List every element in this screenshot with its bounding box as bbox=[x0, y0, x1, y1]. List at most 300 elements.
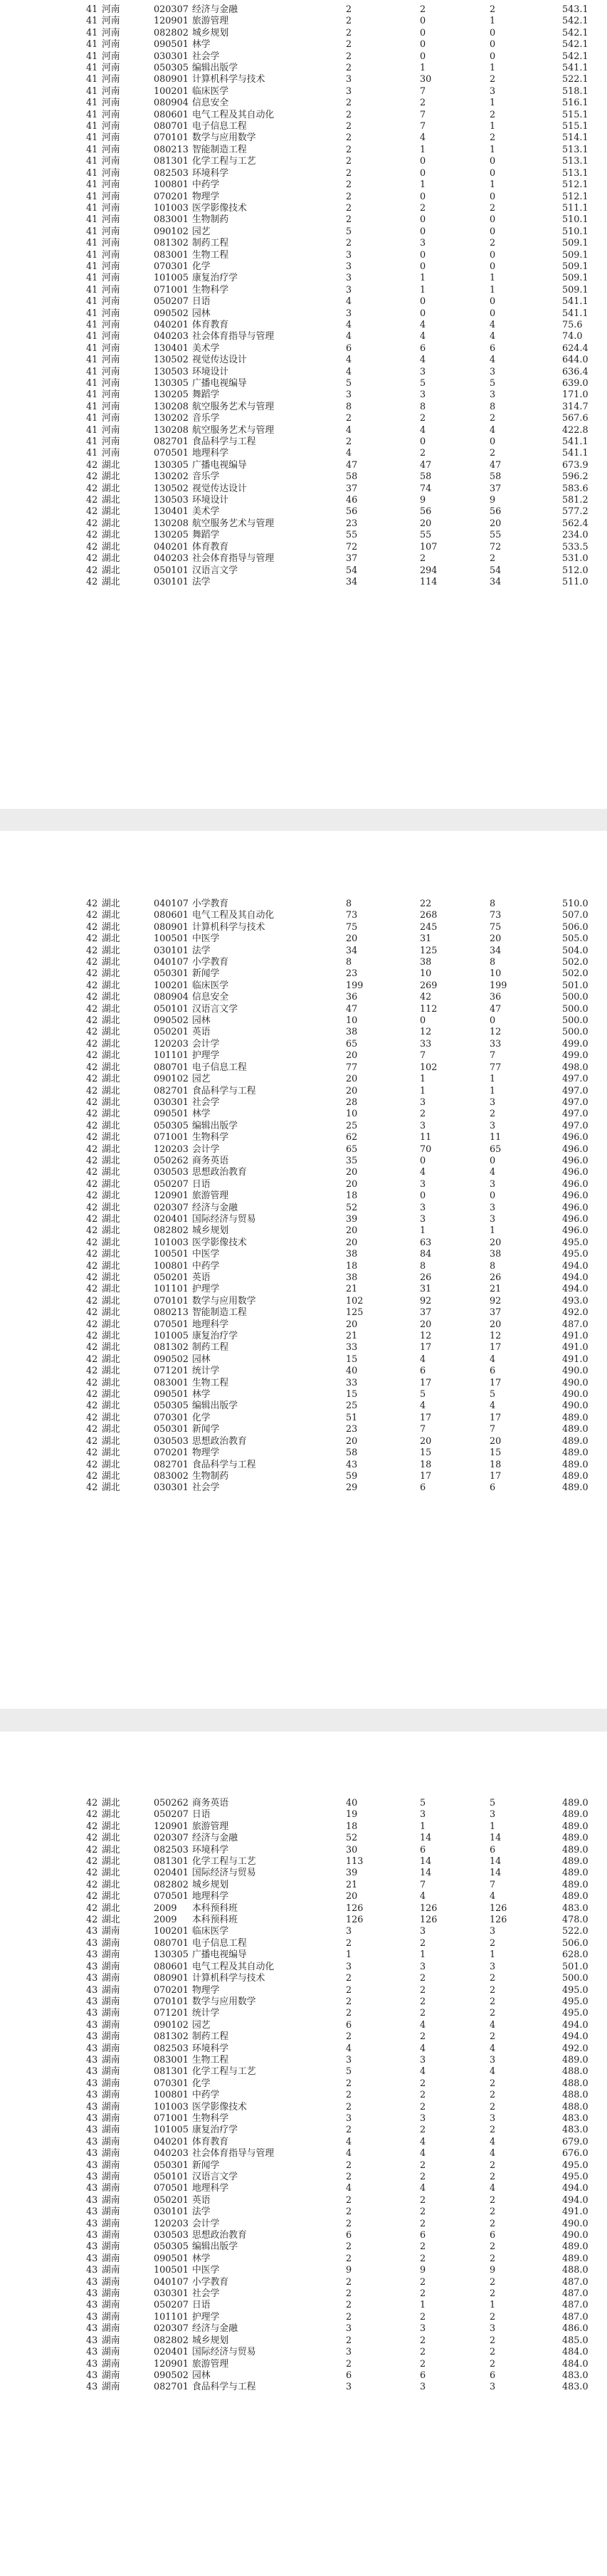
province-name-cell: 河南 bbox=[102, 355, 120, 366]
applicant-count-cell: 2 bbox=[420, 98, 426, 109]
admitted-count-cell: 1 bbox=[490, 144, 496, 155]
province-name-cell: 河南 bbox=[102, 109, 120, 120]
table-row bbox=[0, 331, 607, 342]
major-name-cell: 化学工程与工艺 bbox=[192, 2066, 256, 2078]
table-row bbox=[0, 957, 607, 968]
table-row bbox=[0, 1027, 607, 1038]
table-row bbox=[0, 1225, 607, 1237]
admitted-count-cell: 1 bbox=[490, 2300, 496, 2311]
province-name-cell: 湖北 bbox=[102, 957, 120, 968]
major-name-cell: 康复治疗学 bbox=[192, 1331, 238, 1342]
plan-count-cell: 38 bbox=[346, 1272, 358, 1283]
table-row bbox=[0, 1109, 607, 1120]
min-score-cell: 515.1 bbox=[562, 121, 588, 132]
admitted-count-cell: 4 bbox=[490, 319, 496, 330]
admitted-count-cell: 17 bbox=[490, 1377, 502, 1388]
province-code-cell: 42 bbox=[86, 541, 98, 553]
province-name-cell: 湖南 bbox=[102, 2159, 120, 2171]
major-code-cell: 080701 bbox=[154, 121, 189, 132]
plan-count-cell: 2 bbox=[346, 2206, 352, 2218]
plan-count-cell: 39 bbox=[346, 1213, 358, 1225]
admitted-count-cell: 5 bbox=[490, 1389, 496, 1400]
major-code-cell: 082701 bbox=[154, 436, 189, 448]
major-code-cell: 120203 bbox=[154, 1038, 189, 1049]
min-score-cell: 490.0 bbox=[562, 1366, 588, 1377]
min-score-cell: 483.0 bbox=[562, 2382, 588, 2393]
major-name-cell: 林学 bbox=[192, 1109, 211, 1120]
province-code-cell: 43 bbox=[86, 2031, 98, 2043]
major-code-cell: 090102 bbox=[154, 226, 189, 237]
plan-count-cell: 102 bbox=[346, 1295, 364, 1307]
min-score-cell: 509.1 bbox=[562, 261, 588, 272]
major-code-cell: 090502 bbox=[154, 308, 189, 319]
major-code-cell: 130208 bbox=[154, 424, 189, 436]
province-code-cell: 42 bbox=[86, 1389, 98, 1400]
major-code-cell: 071001 bbox=[154, 2112, 189, 2124]
major-name-cell: 数学与应用数学 bbox=[192, 132, 256, 144]
major-code-cell: 020307 bbox=[154, 2323, 189, 2335]
major-code-cell: 071201 bbox=[154, 1366, 189, 1377]
major-code-cell: 080904 bbox=[154, 98, 189, 109]
province-code-cell: 41 bbox=[86, 156, 98, 167]
applicant-count-cell: 1 bbox=[420, 273, 426, 284]
admitted-count-cell: 3 bbox=[490, 1213, 496, 1225]
min-score-cell: 496.0 bbox=[562, 1202, 588, 1213]
applicant-count-cell: 22 bbox=[420, 899, 432, 909]
plan-count-cell: 5 bbox=[346, 2066, 352, 2078]
major-name-cell: 化学 bbox=[192, 2078, 211, 2089]
major-name-cell: 城乡规划 bbox=[192, 1225, 229, 1237]
admitted-count-cell: 20 bbox=[490, 1319, 502, 1330]
province-code-cell: 42 bbox=[86, 1260, 98, 1272]
province-code-cell: 42 bbox=[86, 899, 98, 909]
province-name-cell: 河南 bbox=[102, 226, 120, 237]
plan-count-cell: 3 bbox=[346, 85, 352, 97]
applicant-count-cell: 58 bbox=[420, 471, 432, 483]
province-code-cell: 42 bbox=[86, 1354, 98, 1365]
table-row bbox=[0, 1809, 607, 1821]
plan-count-cell: 2 bbox=[346, 413, 352, 424]
province-code-cell: 42 bbox=[86, 1844, 98, 1855]
province-code-cell: 41 bbox=[86, 226, 98, 237]
min-score-cell: 500.0 bbox=[562, 1027, 588, 1038]
major-name-cell: 新闻学 bbox=[192, 968, 220, 980]
major-name-cell: 信息安全 bbox=[192, 98, 229, 109]
plan-count-cell: 3 bbox=[346, 261, 352, 272]
major-code-cell: 030301 bbox=[154, 2288, 189, 2300]
min-score-cell: 489.0 bbox=[562, 1412, 588, 1423]
min-score-cell: 515.1 bbox=[562, 109, 588, 120]
major-name-cell: 经济与金融 bbox=[192, 1833, 238, 1844]
admitted-count-cell: 1 bbox=[490, 16, 496, 27]
applicant-count-cell: 84 bbox=[420, 1249, 432, 1260]
province-name-cell: 河南 bbox=[102, 214, 120, 226]
applicant-count-cell: 2 bbox=[420, 1109, 426, 1120]
major-name-cell: 会计学 bbox=[192, 2218, 220, 2229]
province-code-cell: 42 bbox=[86, 1319, 98, 1330]
province-code-cell: 42 bbox=[86, 1178, 98, 1190]
province-name-cell: 河南 bbox=[102, 51, 120, 62]
major-name-cell: 编辑出版学 bbox=[192, 1120, 238, 1131]
province-name-cell: 河南 bbox=[102, 167, 120, 179]
min-score-cell: 511.1 bbox=[562, 202, 588, 214]
admitted-count-cell: 47 bbox=[490, 1003, 502, 1015]
major-code-cell: 083001 bbox=[154, 2054, 189, 2065]
plan-count-cell: 77 bbox=[346, 1062, 358, 1073]
table-row bbox=[0, 1482, 607, 1494]
table-row bbox=[0, 296, 607, 308]
table-row bbox=[0, 1156, 607, 1167]
province-name-cell: 湖北 bbox=[102, 1237, 120, 1248]
plan-count-cell: 2 bbox=[346, 1984, 352, 1996]
table-row bbox=[0, 2253, 607, 2265]
min-score-cell: 496.0 bbox=[562, 1178, 588, 1190]
admitted-count-cell: 36 bbox=[490, 992, 502, 1003]
province-code-cell: 42 bbox=[86, 1074, 98, 1085]
table-row bbox=[0, 1413, 607, 1424]
major-code-cell: 040203 bbox=[154, 553, 189, 565]
document-page-2 bbox=[0, 831, 607, 1709]
min-score-cell: 491.0 bbox=[562, 1342, 588, 1354]
major-code-cell: 040203 bbox=[154, 2148, 189, 2159]
admitted-count-cell: 3 bbox=[490, 1961, 496, 1972]
min-score-cell: 489.0 bbox=[562, 1821, 588, 1832]
province-code-cell: 43 bbox=[86, 2253, 98, 2264]
min-score-cell: 497.0 bbox=[562, 1120, 588, 1131]
major-code-cell: 050305 bbox=[154, 1120, 189, 1131]
major-code-cell: 040203 bbox=[154, 331, 189, 342]
admitted-count-cell: 1 bbox=[490, 121, 496, 132]
plan-count-cell: 28 bbox=[346, 1096, 358, 1108]
province-code-cell: 43 bbox=[86, 1949, 98, 1961]
province-name-cell: 河南 bbox=[102, 273, 120, 284]
province-code-cell: 43 bbox=[86, 2008, 98, 2019]
applicant-count-cell: 17 bbox=[420, 1470, 432, 1482]
table-row bbox=[0, 2219, 607, 2230]
admitted-count-cell: 47 bbox=[490, 459, 502, 471]
province-code-cell: 42 bbox=[86, 553, 98, 565]
plan-count-cell: 20 bbox=[346, 1167, 358, 1178]
table-row bbox=[0, 1915, 607, 1926]
table-row bbox=[0, 2008, 607, 2019]
major-code-cell: 120901 bbox=[154, 2358, 189, 2370]
applicant-count-cell: 0 bbox=[420, 191, 426, 202]
table-row bbox=[0, 203, 607, 214]
table-row bbox=[0, 2230, 607, 2241]
admitted-count-cell: 2 bbox=[490, 1984, 496, 1996]
province-name-cell: 湖南 bbox=[102, 2206, 120, 2218]
province-code-cell: 42 bbox=[86, 921, 98, 933]
major-code-cell: 082701 bbox=[154, 2382, 189, 2393]
province-code-cell: 43 bbox=[86, 2265, 98, 2276]
applicant-count-cell: 0 bbox=[420, 27, 426, 38]
plan-count-cell: 3 bbox=[346, 284, 352, 295]
table-row bbox=[0, 2055, 607, 2066]
min-score-cell: 487.0 bbox=[562, 2311, 588, 2323]
major-code-cell: 083001 bbox=[154, 249, 189, 261]
province-code-cell: 41 bbox=[86, 63, 98, 74]
plan-count-cell: 18 bbox=[346, 1190, 358, 1202]
table-row bbox=[0, 63, 607, 74]
admitted-count-cell: 34 bbox=[490, 945, 502, 956]
plan-count-cell: 2 bbox=[346, 144, 352, 155]
province-code-cell: 42 bbox=[86, 1003, 98, 1015]
admitted-count-cell: 1 bbox=[490, 273, 496, 284]
applicant-count-cell: 2 bbox=[420, 2194, 426, 2206]
province-code-cell: 41 bbox=[86, 16, 98, 27]
table-row bbox=[0, 156, 607, 167]
table-row bbox=[0, 1821, 607, 1833]
major-code-cell: 130202 bbox=[154, 413, 189, 424]
min-score-cell: 512.1 bbox=[562, 179, 588, 191]
province-name-cell: 湖北 bbox=[102, 945, 120, 956]
admitted-count-cell: 0 bbox=[490, 308, 496, 319]
admitted-count-cell: 4 bbox=[490, 1400, 496, 1412]
major-code-cell: 040201 bbox=[154, 319, 189, 330]
major-name-cell: 电气工程及其自动化 bbox=[192, 109, 275, 120]
province-name-cell: 湖北 bbox=[102, 1856, 120, 1868]
admitted-count-cell: 2 bbox=[490, 2288, 496, 2300]
major-name-cell: 思想政治教育 bbox=[192, 1167, 247, 1178]
province-code-cell: 41 bbox=[86, 238, 98, 249]
plan-count-cell: 2 bbox=[346, 436, 352, 448]
province-name-cell: 湖北 bbox=[102, 553, 120, 565]
plan-count-cell: 37 bbox=[346, 553, 358, 565]
province-code-cell: 42 bbox=[86, 1284, 98, 1295]
major-code-cell: 090102 bbox=[154, 1074, 189, 1085]
admitted-count-cell: 2 bbox=[490, 109, 496, 120]
admitted-count-cell: 26 bbox=[490, 1272, 502, 1283]
major-code-cell: 080601 bbox=[154, 1961, 189, 1972]
applicant-count-cell: 0 bbox=[420, 167, 426, 179]
plan-count-cell: 2 bbox=[346, 202, 352, 214]
province-code-cell: 43 bbox=[86, 2054, 98, 2065]
applicant-count-cell: 2 bbox=[420, 2078, 426, 2089]
plan-count-cell: 58 bbox=[346, 1447, 358, 1459]
major-code-cell: 100801 bbox=[154, 1260, 189, 1272]
table-row bbox=[0, 1926, 607, 1937]
major-name-cell: 环境科学 bbox=[192, 167, 229, 179]
major-code-cell: 071201 bbox=[154, 2008, 189, 2019]
major-name-cell: 生物工程 bbox=[192, 1377, 229, 1388]
major-name-cell: 日语 bbox=[192, 1178, 211, 1190]
province-name-cell: 湖北 bbox=[102, 483, 120, 494]
province-name-cell: 湖北 bbox=[102, 1249, 120, 1260]
province-name-cell: 河南 bbox=[102, 85, 120, 97]
major-name-cell: 制药工程 bbox=[192, 1342, 229, 1354]
plan-count-cell: 4 bbox=[346, 2136, 352, 2147]
province-name-cell: 湖南 bbox=[102, 2382, 120, 2393]
plan-count-cell: 52 bbox=[346, 1833, 358, 1844]
table-row bbox=[0, 74, 607, 85]
province-code-cell: 42 bbox=[86, 1366, 98, 1377]
major-code-cell: 030101 bbox=[154, 576, 189, 587]
applicant-count-cell: 2 bbox=[420, 1937, 426, 1949]
plan-count-cell: 113 bbox=[346, 1856, 364, 1868]
major-name-cell: 医学影像技术 bbox=[192, 2101, 247, 2112]
applicant-count-cell: 4 bbox=[420, 2043, 426, 2054]
major-code-cell: 082802 bbox=[154, 1879, 189, 1890]
major-code-cell: 050101 bbox=[154, 1003, 189, 1015]
admitted-count-cell: 4 bbox=[490, 2066, 496, 2078]
plan-count-cell: 23 bbox=[346, 968, 358, 980]
table-row bbox=[0, 86, 607, 98]
major-code-cell: 100801 bbox=[154, 179, 189, 191]
province-name-cell: 河南 bbox=[102, 98, 120, 109]
applicant-count-cell: 4 bbox=[420, 132, 426, 144]
province-name-cell: 湖北 bbox=[102, 1354, 120, 1365]
major-code-cell: 2009 bbox=[154, 1902, 177, 1914]
admitted-count-cell: 3 bbox=[490, 2054, 496, 2065]
province-name-cell: 湖南 bbox=[102, 2112, 120, 2124]
admitted-count-cell: 2 bbox=[490, 2172, 496, 2182]
major-name-cell: 航空服务艺术与管理 bbox=[192, 401, 275, 412]
plan-count-cell: 2 bbox=[346, 2300, 352, 2311]
province-code-cell: 43 bbox=[86, 2323, 98, 2335]
major-code-cell: 050207 bbox=[154, 2300, 189, 2311]
plan-count-cell: 38 bbox=[346, 1027, 358, 1038]
major-name-cell: 小学教育 bbox=[192, 957, 229, 968]
province-code-cell: 41 bbox=[86, 132, 98, 144]
min-score-cell: 478.0 bbox=[562, 1915, 588, 1926]
applicant-count-cell: 1 bbox=[420, 284, 426, 295]
applicant-count-cell: 55 bbox=[420, 530, 432, 541]
min-score-cell: 489.0 bbox=[562, 1856, 588, 1868]
min-score-cell: 494.0 bbox=[562, 2194, 588, 2206]
applicant-count-cell: 8 bbox=[420, 1260, 426, 1272]
major-name-cell: 地理科学 bbox=[192, 1319, 229, 1330]
table-row bbox=[0, 2183, 607, 2194]
applicant-count-cell: 2 bbox=[420, 413, 426, 424]
major-code-cell: 080901 bbox=[154, 921, 189, 933]
major-code-cell: 071001 bbox=[154, 1132, 189, 1143]
province-code-cell: 42 bbox=[86, 1249, 98, 1260]
major-code-cell: 130205 bbox=[154, 389, 189, 401]
plan-count-cell: 126 bbox=[346, 1915, 364, 1926]
admitted-count-cell: 0 bbox=[490, 249, 496, 261]
province-name-cell: 湖北 bbox=[102, 1412, 120, 1423]
plan-count-cell: 3 bbox=[346, 249, 352, 261]
major-name-cell: 英语 bbox=[192, 1027, 211, 1038]
province-name-cell: 湖南 bbox=[102, 2276, 120, 2288]
table-row bbox=[0, 168, 607, 179]
admitted-count-cell: 20 bbox=[490, 1435, 502, 1447]
min-score-cell: 483.0 bbox=[562, 2112, 588, 2124]
major-code-cell: 050301 bbox=[154, 2159, 189, 2171]
table-row bbox=[0, 946, 607, 957]
table-row bbox=[0, 2031, 607, 2043]
min-score-cell: 567.6 bbox=[562, 413, 588, 424]
province-name-cell: 河南 bbox=[102, 261, 120, 272]
plan-count-cell: 2 bbox=[346, 121, 352, 132]
province-code-cell: 42 bbox=[86, 1038, 98, 1049]
major-code-cell: 070101 bbox=[154, 1295, 189, 1307]
province-name-cell: 湖北 bbox=[102, 1050, 120, 1062]
table-row bbox=[0, 2160, 607, 2172]
major-name-cell: 护理学 bbox=[192, 1284, 220, 1295]
major-name-cell: 新闻学 bbox=[192, 2159, 220, 2171]
province-code-cell: 42 bbox=[86, 1400, 98, 1412]
admitted-count-cell: 2 bbox=[490, 413, 496, 424]
applicant-count-cell: 0 bbox=[420, 1155, 426, 1166]
major-name-cell: 医学影像技术 bbox=[192, 1237, 247, 1248]
plan-count-cell: 6 bbox=[346, 2230, 352, 2241]
major-code-cell: 030301 bbox=[154, 1096, 189, 1108]
major-code-cell: 083001 bbox=[154, 1377, 189, 1388]
province-name-cell: 湖北 bbox=[102, 1190, 120, 1202]
applicant-count-cell: 38 bbox=[420, 957, 432, 968]
province-name-cell: 河南 bbox=[102, 144, 120, 155]
admitted-count-cell: 2 bbox=[490, 2008, 496, 2019]
province-name-cell: 湖南 bbox=[102, 2300, 120, 2311]
province-name-cell: 湖北 bbox=[102, 1902, 120, 1914]
table-row bbox=[0, 1296, 607, 1307]
plan-count-cell: 3 bbox=[346, 74, 352, 85]
min-score-cell: 501.0 bbox=[562, 1961, 588, 1972]
province-code-cell: 43 bbox=[86, 2230, 98, 2241]
province-name-cell: 湖南 bbox=[102, 2019, 120, 2031]
plan-count-cell: 2 bbox=[346, 2172, 352, 2182]
province-code-cell: 43 bbox=[86, 2300, 98, 2311]
plan-count-cell: 20 bbox=[346, 1891, 358, 1902]
major-code-cell: 081302 bbox=[154, 1342, 189, 1354]
applicant-count-cell: 3 bbox=[420, 2323, 426, 2335]
applicant-count-cell: 6 bbox=[420, 342, 426, 354]
applicant-count-cell: 1 bbox=[420, 1821, 426, 1832]
plan-count-cell: 2 bbox=[346, 2358, 352, 2370]
plan-count-cell: 2 bbox=[346, 2311, 352, 2323]
major-name-cell: 电子信息工程 bbox=[192, 1937, 247, 1949]
major-code-cell: 100201 bbox=[154, 980, 189, 991]
major-name-cell: 林学 bbox=[192, 1389, 211, 1400]
admitted-count-cell: 0 bbox=[490, 191, 496, 202]
province-code-cell: 42 bbox=[86, 471, 98, 483]
applicant-count-cell: 1 bbox=[420, 1949, 426, 1961]
min-score-cell: 496.0 bbox=[562, 1190, 588, 1202]
province-name-cell: 河南 bbox=[102, 156, 120, 167]
plan-count-cell: 54 bbox=[346, 565, 358, 576]
major-name-cell: 地理科学 bbox=[192, 448, 229, 459]
table-row bbox=[0, 121, 607, 132]
plan-count-cell: 20 bbox=[346, 933, 358, 945]
plan-count-cell: 59 bbox=[346, 1470, 358, 1482]
table-row bbox=[0, 1074, 607, 1085]
table-row bbox=[0, 992, 607, 1003]
province-name-cell: 湖北 bbox=[102, 1132, 120, 1143]
table-row bbox=[0, 1050, 607, 1062]
province-code-cell: 42 bbox=[86, 1798, 98, 1808]
table-row bbox=[0, 2125, 607, 2136]
province-name-cell: 湖北 bbox=[102, 1307, 120, 1319]
plan-count-cell: 20 bbox=[346, 1050, 358, 1062]
major-code-cell: 101003 bbox=[154, 202, 189, 214]
major-code-cell: 120203 bbox=[154, 1143, 189, 1155]
applicant-count-cell: 3 bbox=[420, 389, 426, 401]
applicant-count-cell: 20 bbox=[420, 1435, 432, 1447]
major-code-cell: 130503 bbox=[154, 366, 189, 377]
province-code-cell: 42 bbox=[86, 495, 98, 506]
province-name-cell: 湖北 bbox=[102, 530, 120, 541]
table-row bbox=[0, 2090, 607, 2101]
province-name-cell: 河南 bbox=[102, 63, 120, 74]
major-code-cell: 040201 bbox=[154, 541, 189, 553]
province-name-cell: 河南 bbox=[102, 202, 120, 214]
applicant-count-cell: 1 bbox=[420, 1074, 426, 1085]
table-row bbox=[0, 1903, 607, 1915]
min-score-cell: 500.0 bbox=[562, 1973, 588, 1984]
major-name-cell: 医学影像技术 bbox=[192, 202, 247, 214]
table-row bbox=[0, 1973, 607, 1984]
